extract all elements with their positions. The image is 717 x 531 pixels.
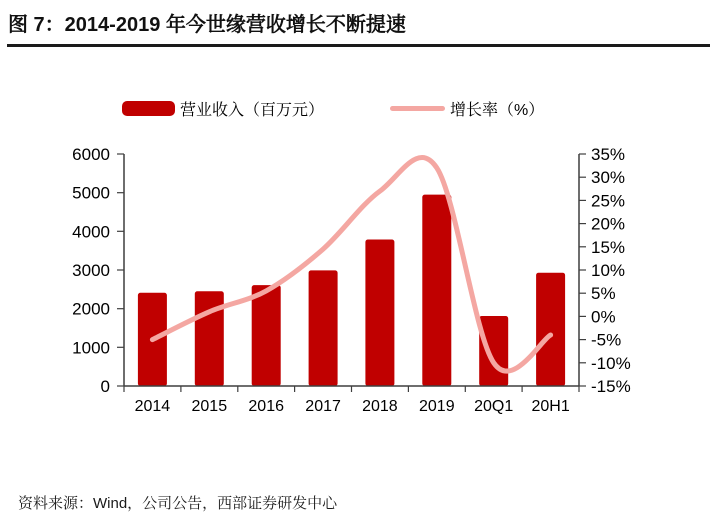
x-axis-label-2016: 2016 [248,398,284,415]
x-axis-label-2018: 2018 [362,398,398,415]
legend-label-revenue: 营业收入（百万元） [180,101,325,119]
source-note: 资料来源：Wind，公司公告，西部证券研发中心 [18,495,338,512]
bar-20H1 [536,273,565,386]
right-axis-label: 25% [591,191,626,211]
legend-label-growth: 增长率（%） [450,101,545,119]
x-axis-label-2019: 2019 [419,398,455,415]
left-axis-label: 1000 [72,338,110,358]
x-axis-label-2017: 2017 [305,398,341,415]
right-axis-label: -15% [591,376,631,396]
legend-item-growth [390,97,544,120]
right-axis-label: -5% [591,330,622,350]
left-axis-label: 2000 [72,299,110,319]
bar-2016 [252,285,281,386]
right-axis-label: 35% [591,144,626,164]
legend-item-revenue [122,97,324,120]
right-axis-label: 20% [591,214,626,234]
bar-2017 [309,270,338,386]
title-divider [7,44,710,47]
axes-group [124,154,579,386]
tick-marks [117,154,586,392]
left-axis-label: 3000 [72,260,110,280]
x-axis-label-20Q1: 20Q1 [474,398,514,415]
right-axis-label: 15% [591,237,626,257]
x-axis-label-2015: 2015 [191,398,228,415]
right-axis-label: 10% [591,260,626,280]
bar-2018 [365,240,394,387]
bar-2019 [422,195,451,386]
figure-title: 图 7：2014-2019 年今世缘营收增长不断提速 [8,14,406,36]
revenue-growth-combo-chart [0,130,717,430]
left-axis-label: 0 [100,376,110,396]
left-axis-label: 4000 [72,222,110,242]
x-axis-label-2014: 2014 [134,398,171,415]
bar-20Q1 [479,316,508,386]
right-axis-label: 0% [591,307,616,327]
bars-group [138,195,565,386]
x-axis-label-20H1: 20H1 [531,398,570,415]
right-axis-label: -10% [591,353,631,373]
chart-legend [122,95,582,121]
right-axis-label: 30% [591,168,626,188]
right-axis-label: 5% [591,284,616,304]
line-swatch-icon [390,106,445,111]
left-axis-label: 5000 [72,183,110,203]
bar-swatch-icon [122,101,175,116]
left-axis-label: 6000 [72,144,110,164]
